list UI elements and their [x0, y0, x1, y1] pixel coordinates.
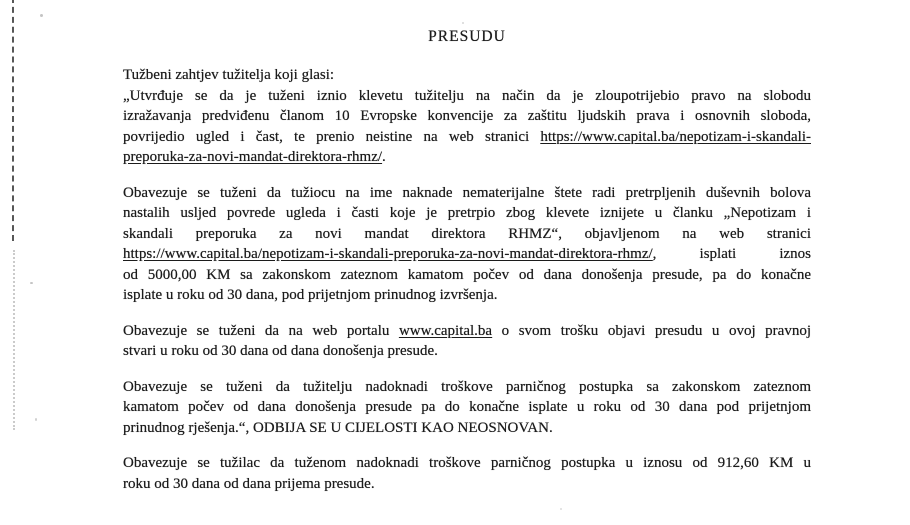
- text-segment: izražavanja predviđenu članom 10 Evropske konvencije za zaštitu ljudskih prava i osnovnih sloboda,: [123, 108, 811, 124]
- text-segment: nastalih usljed povrede ugleda i časti koje je pretrpio zbog klevete iznijete u članku „Nepotizam i: [123, 205, 811, 221]
- document-body: [123, 65, 811, 494]
- document-text-column: [123, 0, 811, 494]
- text-segment: prinudnog rješenja.“, ODBIJA SE U CIJELOSTI KAO NEOSNOVAN.: [123, 419, 553, 436]
- text-line: [123, 418, 811, 439]
- paragraph-claim-publication: [123, 321, 811, 362]
- url-text: www.capital.ba: [398, 322, 493, 339]
- text-segment: Obavezuje se tuženi da tužitelju nadoknadi troškove parničnog postupka sa zakonskom zateznom: [123, 378, 811, 395]
- text-segment: roku od 30 dana od dana prijema presude.: [123, 475, 375, 492]
- text-segment: Obavezuje se tuženi da na web portalu: [123, 322, 399, 339]
- scan-speck: [40, 14, 43, 17]
- text-line: [123, 147, 811, 168]
- text-segment: Obavezuje se tužilac da tuženom nadoknadi troškove parničnog postupka u iznosu od 912,60 KM u: [123, 455, 811, 471]
- scan-edge-artifact: [12, 0, 14, 241]
- text-segment: o svom trošku objavi presudu u ovoj pravnoj: [492, 322, 811, 339]
- document-title: PRESUDU: [428, 28, 506, 45]
- text-segment: „Utvrđuje se da je tuženi iznio klevetu tužitelju na način da je zloupotrijebio pravo na slobodu: [123, 87, 811, 104]
- scan-speck: [35, 418, 37, 421]
- paragraph-order-plaintiff-costs: [123, 453, 811, 494]
- text-line: [123, 341, 811, 362]
- url-text: preporuka-za-novi-mandat-direktora-rhmz/: [123, 149, 383, 165]
- text-line: [123, 203, 811, 224]
- text-line: [123, 224, 811, 245]
- text-segment: povrijedio ugled i čast, te prenio neistine na web stranici: [123, 128, 541, 145]
- text-segment: kamatom počev od dana donošenja presude pa do konačne isplate u roku od 30 dana pod prijetnjom: [123, 399, 811, 415]
- text-segment: , isplati iznos: [652, 246, 811, 262]
- text-segment: od 5000,00 KM sa zakonskom zateznom kamatom počev od dana donošenja presude, pa do konačne: [123, 266, 811, 283]
- text-line: [123, 106, 811, 127]
- paragraph-claim-defamation: [123, 86, 811, 168]
- paragraph-claim-costs-rejected: [123, 377, 811, 439]
- text-segment: stvari u roku od 30 dana od dana donošenja presude.: [123, 343, 438, 359]
- paragraph-claim-intro: [123, 65, 811, 86]
- text-line: [123, 86, 811, 107]
- text-line: [123, 474, 811, 495]
- scan-speck: [560, 508, 562, 510]
- text-line: [123, 65, 811, 86]
- text-line: [123, 127, 811, 148]
- text-line: [123, 321, 811, 342]
- text-segment: Tužbeni zahtjev tužitelja koji glasi:: [123, 67, 335, 83]
- text-segment: skandali preporuka za novi mandat direktora RHMZ“, objavljenom na web stranici: [123, 225, 811, 242]
- url-text: https://www.capital.ba/nepotizam-i-skandali-preporuka-za-novi-mandat-direktora-rhmz/: [123, 246, 653, 262]
- url-text: https://www.capital.ba/nepotizam-i-skandali-: [540, 128, 811, 145]
- text-line: [123, 453, 811, 474]
- text-segment: isplate u roku od 30 dana, pod prijetnjom prinudnog izvršenja.: [123, 287, 498, 303]
- paragraph-claim-damages: [123, 183, 811, 306]
- text-segment: .: [382, 149, 386, 165]
- text-line: [123, 285, 811, 306]
- text-line: [123, 183, 811, 204]
- scan-speck: [30, 282, 33, 284]
- text-line: [123, 377, 811, 398]
- text-line: [123, 265, 811, 286]
- text-line: [123, 397, 811, 418]
- text-segment: Obavezuje se tuženi da tužiocu na ime naknade nematerijalne štete radi pretrpljenih duševnih bolova: [123, 184, 811, 201]
- scan-edge-artifact-faint: [13, 250, 15, 430]
- text-line: [123, 244, 811, 265]
